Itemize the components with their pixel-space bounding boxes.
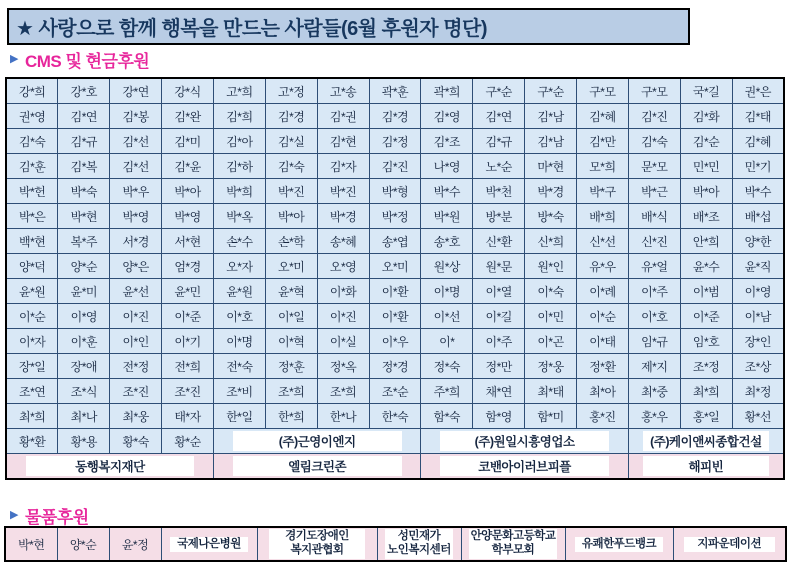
goods-donor-name-cell: 박*현 bbox=[5, 527, 57, 561]
donor-name-cell: 이*민 bbox=[525, 304, 577, 329]
donor-name-cell: 김*혜 bbox=[732, 129, 784, 154]
donor-name-cell: 이*실 bbox=[317, 329, 369, 354]
donor-name-cell: 홍*진 bbox=[576, 404, 628, 429]
company-label: 해피빈 bbox=[643, 456, 769, 476]
donor-name-cell: 한*일 bbox=[213, 404, 265, 429]
goods-org-label: 안양문화고등학교 학부모회 bbox=[469, 529, 558, 559]
company-cell bbox=[213, 429, 420, 454]
donor-name-cell: 윤*혁 bbox=[265, 279, 317, 304]
company-label: (주)원일시흥영업소 bbox=[440, 431, 609, 451]
donor-name-cell: 박*아 bbox=[265, 204, 317, 229]
donor-name-cell: 정*웅 bbox=[525, 354, 577, 379]
donor-name-cell: 윤*직 bbox=[732, 254, 784, 279]
donor-name-cell: 국*길 bbox=[680, 78, 732, 104]
donor-name-cell: 김*태 bbox=[732, 104, 784, 129]
donor-name-cell: 권*은 bbox=[732, 78, 784, 104]
donor-name-cell: 김*윤 bbox=[162, 154, 214, 179]
company-cell bbox=[628, 454, 784, 480]
donor-name-cell: 박*아 bbox=[680, 179, 732, 204]
donor-table bbox=[5, 77, 785, 480]
donor-name-cell: 고*송 bbox=[317, 78, 369, 104]
donor-name-cell: 박*영 bbox=[162, 204, 214, 229]
donor-name-cell: 김*혜 bbox=[576, 104, 628, 129]
donor-name-cell: 윤*수 bbox=[680, 254, 732, 279]
donor-name-cell: 박*구 bbox=[576, 179, 628, 204]
donor-name-cell: 정*환 bbox=[576, 354, 628, 379]
donor-name-cell: 김*순 bbox=[680, 129, 732, 154]
donor-name-cell: 박*영 bbox=[110, 204, 162, 229]
donor-name-cell: 구*모 bbox=[628, 78, 680, 104]
donor-name-cell: 조*상 bbox=[732, 354, 784, 379]
goods-org-label: 지파운데이션 bbox=[684, 537, 775, 553]
donor-name-cell: 이*례 bbox=[576, 279, 628, 304]
donor-name-cell: 박*우 bbox=[110, 179, 162, 204]
donor-name-cell: 장*일 bbox=[6, 354, 58, 379]
donor-name-cell: 박*은 bbox=[6, 204, 58, 229]
donor-name-cell: 민*기 bbox=[732, 154, 784, 179]
donor-name-cell: 마*현 bbox=[525, 154, 577, 179]
donor-row bbox=[6, 154, 784, 179]
donor-name-cell: 최*아 bbox=[576, 379, 628, 404]
donor-name-cell: 모*희 bbox=[576, 154, 628, 179]
donor-name-cell: 김*선 bbox=[110, 129, 162, 154]
goods-org-label: 경기도장애인 복지관협회 bbox=[269, 529, 366, 559]
donor-name-cell: 구*모 bbox=[576, 78, 628, 104]
donor-name-cell: 이*남 bbox=[732, 304, 784, 329]
donor-name-cell: 배*조 bbox=[680, 204, 732, 229]
donor-name-cell: 황*환 bbox=[6, 429, 58, 454]
donor-name-cell: 조*순 bbox=[369, 379, 421, 404]
donor-name-cell: 이*일 bbox=[265, 304, 317, 329]
donor-name-cell: 이*환 bbox=[369, 279, 421, 304]
donor-name-cell: 노*순 bbox=[473, 154, 525, 179]
donor-name-cell: 김*복 bbox=[58, 154, 110, 179]
donor-name-cell: 박*숙 bbox=[58, 179, 110, 204]
donor-name-cell: 최*희 bbox=[6, 404, 58, 429]
donor-name-cell: 김*남 bbox=[525, 104, 577, 129]
donor-name-cell: 김*실 bbox=[265, 129, 317, 154]
donor-name-cell: 문*모 bbox=[628, 154, 680, 179]
donor-name-cell: 최*웅 bbox=[110, 404, 162, 429]
donor-row bbox=[6, 454, 784, 480]
donor-name-cell: 이*순 bbox=[576, 304, 628, 329]
donor-name-cell: 한*나 bbox=[317, 404, 369, 429]
donor-name-cell: 양*한 bbox=[732, 229, 784, 254]
donor-name-cell: 박*경 bbox=[317, 204, 369, 229]
donor-name-cell: 이*훈 bbox=[58, 329, 110, 354]
goods-org-cell bbox=[161, 527, 257, 561]
donor-name-cell: 최*희 bbox=[680, 379, 732, 404]
donor-name-cell: 김*훈 bbox=[6, 154, 58, 179]
goods-org-label: 성민재가 노인복지센터 bbox=[385, 529, 454, 559]
donor-name-cell: 양*은 bbox=[110, 254, 162, 279]
donor-name-cell: 이*혁 bbox=[265, 329, 317, 354]
section-header-cms bbox=[10, 48, 149, 70]
donor-name-cell: 김*미 bbox=[162, 129, 214, 154]
donor-name-cell: 김*권 bbox=[317, 104, 369, 129]
donor-name-cell: 박*경 bbox=[525, 179, 577, 204]
donor-name-cell: 홍*우 bbox=[628, 404, 680, 429]
donor-name-cell: 박*아 bbox=[162, 179, 214, 204]
donor-name-cell: 임*호 bbox=[680, 329, 732, 354]
donor-name-cell: 정*만 bbox=[473, 354, 525, 379]
donor-name-cell: 정*훈 bbox=[265, 354, 317, 379]
donor-name-cell: 오*영 bbox=[317, 254, 369, 279]
donor-row bbox=[6, 104, 784, 129]
donor-name-cell: 정*옥 bbox=[317, 354, 369, 379]
donor-name-cell: 김*영 bbox=[421, 104, 473, 129]
donor-name-cell: 윤*선 bbox=[110, 279, 162, 304]
donor-name-cell: 김*규 bbox=[473, 129, 525, 154]
company-cell bbox=[628, 429, 784, 454]
donor-row bbox=[6, 129, 784, 154]
donor-name-cell: 조*비 bbox=[213, 379, 265, 404]
donor-name-cell: 박*현 bbox=[58, 204, 110, 229]
donor-name-cell: 김*경 bbox=[369, 104, 421, 129]
donor-name-cell: 조*희 bbox=[265, 379, 317, 404]
donor-name-cell: 강*호 bbox=[58, 78, 110, 104]
donor-name-cell: 고*희 bbox=[213, 78, 265, 104]
donor-name-cell: 한*숙 bbox=[369, 404, 421, 429]
donor-name-cell: 전*희 bbox=[162, 354, 214, 379]
donor-name-cell: 백*현 bbox=[6, 229, 58, 254]
donor-name-cell: 손*수 bbox=[213, 229, 265, 254]
donor-name-cell: 최*중 bbox=[628, 379, 680, 404]
donor-name-cell: 이*자 bbox=[6, 329, 58, 354]
donor-name-cell: 박*희 bbox=[213, 179, 265, 204]
donor-name-cell: 이*주 bbox=[628, 279, 680, 304]
donor-name-cell: 강*연 bbox=[110, 78, 162, 104]
donor-name-cell: 민*민 bbox=[680, 154, 732, 179]
donor-name-cell: 이*열 bbox=[473, 279, 525, 304]
donor-name-cell: 이*주 bbox=[473, 329, 525, 354]
donor-name-cell: 구*순 bbox=[525, 78, 577, 104]
donor-name-cell: 조*희 bbox=[317, 379, 369, 404]
donor-name-cell: 원*문 bbox=[473, 254, 525, 279]
donor-name-cell: 배*섭 bbox=[732, 204, 784, 229]
company-label: 코밴아이러브피플 bbox=[440, 456, 609, 476]
goods-donor-name-cell: 양*순 bbox=[57, 527, 109, 561]
company-cell bbox=[6, 454, 213, 480]
donor-name-cell: 김*남 bbox=[525, 129, 577, 154]
page-title bbox=[7, 8, 690, 45]
company-label: 엘림크린존 bbox=[233, 456, 402, 476]
donor-name-cell: 김*아 bbox=[213, 129, 265, 154]
donor-name-cell: 박*형 bbox=[369, 179, 421, 204]
donor-row bbox=[6, 429, 784, 454]
donor-name-cell: 방*숙 bbox=[525, 204, 577, 229]
donor-name-cell: 이*곤 bbox=[525, 329, 577, 354]
donor-row bbox=[6, 404, 784, 429]
donor-name-cell: 방*분 bbox=[473, 204, 525, 229]
donor-name-cell: 신*선 bbox=[576, 229, 628, 254]
section-header-goods bbox=[10, 504, 89, 526]
donor-name-cell: 김*규 bbox=[58, 129, 110, 154]
donor-row bbox=[6, 179, 784, 204]
donor-name-cell: 곽*희 bbox=[421, 78, 473, 104]
company-label: (주)근영이엔지 bbox=[233, 431, 402, 451]
goods-org-label: 국제나은병원 bbox=[170, 537, 248, 553]
donor-name-cell: 엄*경 bbox=[162, 254, 214, 279]
donor-name-cell: 김*하 bbox=[213, 154, 265, 179]
donor-name-cell: 배*식 bbox=[628, 204, 680, 229]
donor-name-cell: 이*진 bbox=[317, 304, 369, 329]
donor-name-cell: 송*호 bbox=[421, 229, 473, 254]
donor-name-cell: 이*길 bbox=[473, 304, 525, 329]
donor-row bbox=[6, 379, 784, 404]
donor-name-cell: 이*숙 bbox=[525, 279, 577, 304]
donor-name-cell: 조*진 bbox=[162, 379, 214, 404]
donor-name-cell: 곽*훈 bbox=[369, 78, 421, 104]
donor-row bbox=[6, 204, 784, 229]
donor-name-cell: 강*식 bbox=[162, 78, 214, 104]
donor-row bbox=[6, 304, 784, 329]
donor-name-cell: 김*선 bbox=[110, 154, 162, 179]
donor-name-cell: 안*희 bbox=[680, 229, 732, 254]
donor-name-cell: 김*연 bbox=[58, 104, 110, 129]
donor-name-cell: 임*규 bbox=[628, 329, 680, 354]
donor-name-cell: 김*화 bbox=[680, 104, 732, 129]
donor-name-cell: 김*숙 bbox=[628, 129, 680, 154]
donor-name-cell: 김*희 bbox=[213, 104, 265, 129]
donor-name-cell: 박*헌 bbox=[6, 179, 58, 204]
donor-name-cell: 박*정 bbox=[369, 204, 421, 229]
goods-org-cell bbox=[565, 527, 673, 561]
donor-name-cell: 이*우 bbox=[369, 329, 421, 354]
donor-name-cell: 장*애 bbox=[58, 354, 110, 379]
donor-name-cell: 함*미 bbox=[525, 404, 577, 429]
donor-row bbox=[6, 354, 784, 379]
goods-org-cell bbox=[461, 527, 565, 561]
goods-org-cell bbox=[257, 527, 377, 561]
donor-name-cell: 김*만 bbox=[576, 129, 628, 154]
donor-name-cell: 구*순 bbox=[473, 78, 525, 104]
donor-name-cell: 윤*미 bbox=[58, 279, 110, 304]
donor-name-cell: 원*인 bbox=[525, 254, 577, 279]
donor-name-cell: 김*봉 bbox=[110, 104, 162, 129]
donor-name-cell: 윤*원 bbox=[6, 279, 58, 304]
donor-name-cell: 한*희 bbox=[265, 404, 317, 429]
donor-name-cell: 이*태 bbox=[576, 329, 628, 354]
donor-name-cell: 조*연 bbox=[6, 379, 58, 404]
donor-name-cell: 송*혜 bbox=[317, 229, 369, 254]
goods-donor-name-cell: 윤*정 bbox=[109, 527, 161, 561]
donor-name-cell: 이*명 bbox=[213, 329, 265, 354]
donor-name-cell: 이*진 bbox=[110, 304, 162, 329]
triangle-right-icon: ▶ bbox=[10, 508, 18, 521]
donor-row bbox=[6, 329, 784, 354]
donor-name-cell: 김*진 bbox=[628, 104, 680, 129]
donor-name-cell: 윤*민 bbox=[162, 279, 214, 304]
donor-row bbox=[6, 229, 784, 254]
donor-name-cell: 김*경 bbox=[265, 104, 317, 129]
donor-name-cell: 황*용 bbox=[58, 429, 110, 454]
donor-name-cell: 원*상 bbox=[421, 254, 473, 279]
donor-name-cell: 홍*일 bbox=[680, 404, 732, 429]
donor-name-cell: 황*숙 bbox=[110, 429, 162, 454]
donor-name-cell: 이*영 bbox=[732, 279, 784, 304]
donor-name-cell: 신*희 bbox=[525, 229, 577, 254]
donor-name-cell: 조*정 bbox=[680, 354, 732, 379]
donor-name-cell: 이*순 bbox=[6, 304, 58, 329]
company-cell bbox=[421, 429, 628, 454]
donor-name-cell: 오*자 bbox=[213, 254, 265, 279]
goods-donor-table bbox=[4, 526, 787, 562]
donor-name-cell: 박*천 bbox=[473, 179, 525, 204]
donor-name-cell: 이* bbox=[421, 329, 473, 354]
donor-name-cell: 김*숙 bbox=[265, 154, 317, 179]
section-cms-label: CMS 및 현금후원 bbox=[24, 51, 150, 71]
donor-name-cell: 신*환 bbox=[473, 229, 525, 254]
donor-name-cell: 이*환 bbox=[369, 304, 421, 329]
donor-name-cell: 박*수 bbox=[732, 179, 784, 204]
donor-name-cell: 장*인 bbox=[732, 329, 784, 354]
donor-name-cell: 이*호 bbox=[213, 304, 265, 329]
donor-name-cell: 이*호 bbox=[628, 304, 680, 329]
donor-name-cell: 박*수 bbox=[421, 179, 473, 204]
donor-name-cell: 신*진 bbox=[628, 229, 680, 254]
goods-org-cell bbox=[673, 527, 786, 561]
donor-name-cell: 제*지 bbox=[628, 354, 680, 379]
donor-name-cell: 김*연 bbox=[473, 104, 525, 129]
donor-name-cell: 김*자 bbox=[317, 154, 369, 179]
donor-name-cell: 태*자 bbox=[162, 404, 214, 429]
donor-name-cell: 함*숙 bbox=[421, 404, 473, 429]
donor-name-cell: 조*식 bbox=[58, 379, 110, 404]
donor-name-cell: 이*영 bbox=[58, 304, 110, 329]
donor-name-cell: 황*순 bbox=[162, 429, 214, 454]
donor-name-cell: 이*인 bbox=[110, 329, 162, 354]
donor-name-cell: 강*희 bbox=[6, 78, 58, 104]
donor-name-cell: 박*원 bbox=[421, 204, 473, 229]
donor-row bbox=[6, 78, 784, 104]
donor-name-cell: 송*엽 bbox=[369, 229, 421, 254]
donor-name-cell: 유*얼 bbox=[628, 254, 680, 279]
donor-name-cell: 배*희 bbox=[576, 204, 628, 229]
donor-name-cell: 최*정 bbox=[732, 379, 784, 404]
donor-name-cell: 최*나 bbox=[58, 404, 110, 429]
donor-name-cell: 김*현 bbox=[317, 129, 369, 154]
company-label: (주)케이앤씨종합건설 bbox=[643, 431, 769, 451]
donor-name-cell: 유*우 bbox=[576, 254, 628, 279]
donor-name-cell: 오*미 bbox=[369, 254, 421, 279]
donor-name-cell: 양*순 bbox=[58, 254, 110, 279]
donor-name-cell: 이*범 bbox=[680, 279, 732, 304]
company-cell bbox=[213, 454, 420, 480]
donor-name-cell: 손*학 bbox=[265, 229, 317, 254]
donor-name-cell: 이*화 bbox=[317, 279, 369, 304]
donor-name-cell: 박*근 bbox=[628, 179, 680, 204]
goods-org-label: 유쾌한푸드뱅크 bbox=[575, 537, 662, 553]
donor-name-cell: 함*영 bbox=[473, 404, 525, 429]
donor-name-cell: 권*영 bbox=[6, 104, 58, 129]
donor-name-cell: 이*준 bbox=[162, 304, 214, 329]
donor-name-cell: 박*옥 bbox=[213, 204, 265, 229]
donor-name-cell: 이*기 bbox=[162, 329, 214, 354]
donor-name-cell: 정*숙 bbox=[421, 354, 473, 379]
donor-name-cell: 김*완 bbox=[162, 104, 214, 129]
donor-name-cell: 서*현 bbox=[162, 229, 214, 254]
donor-name-cell: 김*조 bbox=[421, 129, 473, 154]
donor-name-cell: 전*정 bbox=[110, 354, 162, 379]
donor-name-cell: 박*진 bbox=[265, 179, 317, 204]
donor-row bbox=[6, 279, 784, 304]
donor-name-cell: 채*연 bbox=[473, 379, 525, 404]
donor-name-cell: 김*진 bbox=[369, 154, 421, 179]
donor-name-cell: 황*선 bbox=[732, 404, 784, 429]
donor-name-cell: 고*정 bbox=[265, 78, 317, 104]
donor-name-cell: 복*주 bbox=[58, 229, 110, 254]
donor-row bbox=[6, 254, 784, 279]
donor-name-cell: 오*미 bbox=[265, 254, 317, 279]
donor-name-cell: 정*경 bbox=[369, 354, 421, 379]
donor-name-cell: 김*정 bbox=[369, 129, 421, 154]
triangle-right-icon: ▶ bbox=[10, 52, 18, 65]
donor-name-cell: 최*태 bbox=[525, 379, 577, 404]
page-title-text: ★ 사랑으로 함께 행복을 만드는 사람들(6월 후원자 명단) bbox=[16, 18, 487, 40]
donor-name-cell: 서*경 bbox=[110, 229, 162, 254]
section-goods-label: 물품후원 bbox=[24, 507, 89, 527]
donor-name-cell: 윤*원 bbox=[213, 279, 265, 304]
goods-org-cell bbox=[377, 527, 461, 561]
company-cell bbox=[421, 454, 628, 480]
donor-name-cell: 주*희 bbox=[421, 379, 473, 404]
donor-name-cell: 양*덕 bbox=[6, 254, 58, 279]
donor-name-cell: 이*선 bbox=[421, 304, 473, 329]
donor-name-cell: 조*진 bbox=[110, 379, 162, 404]
donor-name-cell: 이*준 bbox=[680, 304, 732, 329]
company-label: 동행복지재단 bbox=[26, 456, 195, 476]
donor-name-cell: 전*숙 bbox=[213, 354, 265, 379]
donor-name-cell: 이*명 bbox=[421, 279, 473, 304]
donor-name-cell: 나*영 bbox=[421, 154, 473, 179]
donor-name-cell: 김*숙 bbox=[6, 129, 58, 154]
donor-name-cell: 박*진 bbox=[317, 179, 369, 204]
